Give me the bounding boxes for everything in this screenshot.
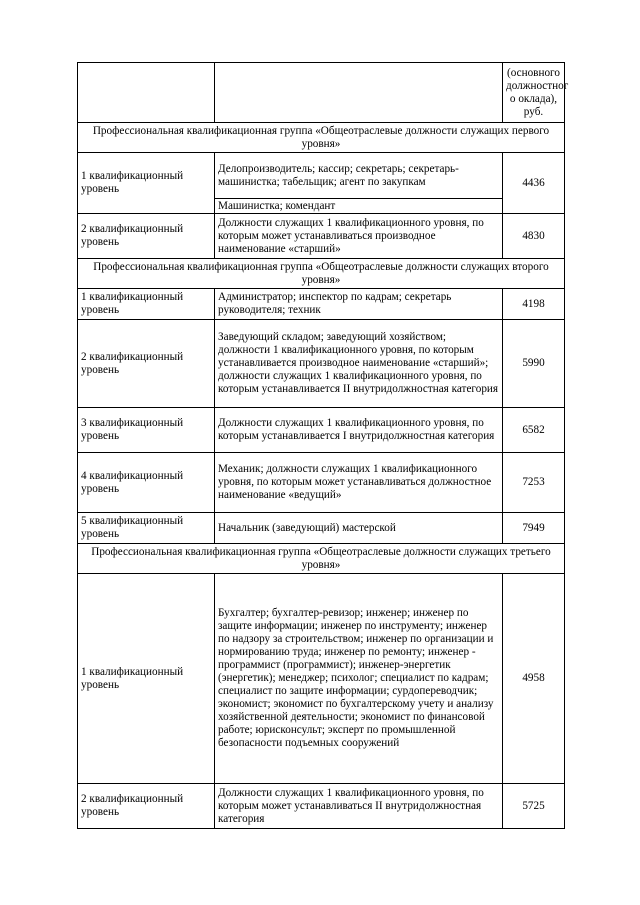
table-row	[78, 153, 565, 199]
table-row	[78, 408, 565, 453]
description-cell: Машинистка; комендант	[215, 199, 503, 214]
amount-cell: 4830	[503, 214, 565, 259]
level-cell: 2 квалификационный уровень	[78, 214, 215, 259]
description-cell: Механик; должности служащих 1 квалификационного уровня, по которым может устанавливаться должностное наименование «ведущий»	[215, 453, 503, 513]
salary-table	[77, 62, 569, 829]
amount-cell: 7949	[503, 513, 565, 544]
table-row	[78, 784, 565, 829]
level-cell: 1 квалификационный уровень	[78, 574, 215, 784]
description-cell: Должности служащих 1 квалификационного уровня, по которым устанавливается I внутридолжностная категория	[215, 408, 503, 453]
level-cell: 2 квалификационный уровень	[78, 320, 215, 408]
description-cell: Начальник (заведующий) мастерской	[215, 513, 503, 544]
amount-cell: 4198	[503, 289, 565, 320]
amount-cell: 5725	[503, 784, 565, 829]
table-row	[78, 574, 565, 784]
description-cell: Заведующий складом; заведующий хозяйством; должности 1 квалификационного уровня, по которым устанавливается производное наименование «старший»; должности служащих 1 квалификационного уровня, по которым устанавливается II внутридолжностная категория	[215, 320, 503, 408]
group-title-row	[78, 259, 565, 289]
level-cell: 1 квалификационный уровень	[78, 153, 215, 214]
amount-cell: 7253	[503, 453, 565, 513]
group-title-row	[78, 544, 565, 574]
group-title: Профессиональная квалификационная группа «Общеотраслевые должности служащих первого уровня»	[78, 123, 565, 153]
level-cell: 4 квалификационный уровень	[78, 453, 215, 513]
level-cell: 5 квалификационный уровень	[78, 513, 215, 544]
table-header-row	[78, 63, 565, 123]
table-row	[78, 320, 565, 408]
table-row	[78, 214, 565, 259]
header-cell-unit: (основного должностног о оклада), руб.	[503, 63, 565, 123]
header-cell-level	[78, 63, 215, 123]
amount-cell: 6582	[503, 408, 565, 453]
group-title: Профессиональная квалификационная группа «Общеотраслевые должности служащих второго уровня»	[78, 259, 565, 289]
description-cell: Администратор; инспектор по кадрам; секретарь руководителя; техник	[215, 289, 503, 320]
description-cell: Должности служащих 1 квалификационного уровня, по которым может устанавливаться II внутридолжностная категория	[215, 784, 503, 829]
group-title: Профессиональная квалификационная группа «Общеотраслевые должности служащих третьего уровня»	[78, 544, 565, 574]
amount-cell: 4958	[503, 574, 565, 784]
amount-cell: 4436	[503, 153, 565, 214]
description-cell: Делопроизводитель; кассир; секретарь; секретарь-машинистка; табельщик; агент по закупкам	[215, 153, 503, 199]
header-cell-description	[215, 63, 503, 123]
table-row	[78, 289, 565, 320]
level-cell: 1 квалификационный уровень	[78, 289, 215, 320]
amount-cell: 5990	[503, 320, 565, 408]
level-cell: 2 квалификационный уровень	[78, 784, 215, 829]
level-cell: 3 квалификационный уровень	[78, 408, 215, 453]
description-cell: Бухгалтер; бухгалтер-ревизор; инженер; инженер по защите информации; инженер по инструменту; инженер по надзору за строительством; инженер по организации и нормированию труда; инженер по ремонту; инженер - программист (программист); инженер-энергетик (энергетик); менеджер; психолог; специалист по кадрам; специалист по защите информации; сурдопереводчик; экономист; экономист по бухгалтерскому учету и анализу хозяйственной деятельности; экономист по финансовой работе; юрисконсульт; эксперт по промышленной безопасности подъемных сооружений	[215, 574, 503, 784]
table-row	[78, 513, 565, 544]
table-row	[78, 453, 565, 513]
description-cell: Должности служащих 1 квалификационного уровня, по которым может устанавливаться производное наименование «старший»	[215, 214, 503, 259]
group-title-row	[78, 123, 565, 153]
